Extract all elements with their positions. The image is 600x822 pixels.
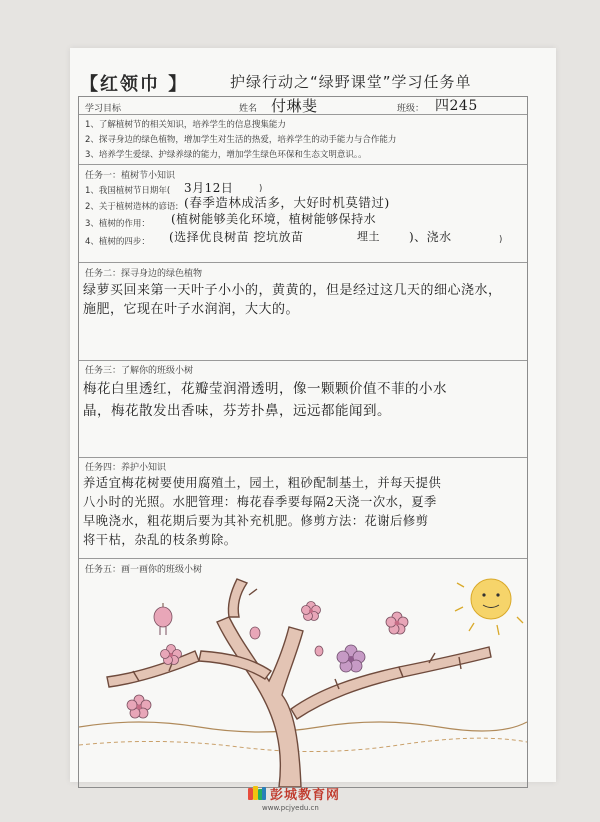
ground-hatch xyxy=(79,738,527,751)
task3-line: 晶，梅花散发出香味，芬芳扑鼻，远远都能闻到。 xyxy=(83,403,391,419)
blossom-icon xyxy=(337,645,365,672)
name-label: 姓名 xyxy=(239,104,258,114)
task1-a4-2: 埋土 xyxy=(357,230,380,243)
task1-a4-1: (选择优良树苗 挖坑放苗 xyxy=(169,230,304,244)
blossom-icon xyxy=(127,695,151,718)
brand-label: 【红领巾 】 xyxy=(80,74,189,95)
task1-label: 任务一：植树节小知识 xyxy=(85,171,176,181)
task1-a1-end: ) xyxy=(259,184,263,194)
watermark-text: 彭城教育网 xyxy=(270,787,341,803)
task1-a4-3: )、浇水 xyxy=(409,230,452,244)
divider xyxy=(79,360,527,361)
title-row xyxy=(80,68,550,94)
goal-item: 2、探寻身边的绿色植物，增加学生对生活的热爱，培养学生的动手能力与合作能力 xyxy=(85,135,397,145)
tree-drawing xyxy=(79,577,527,787)
task1-q4: 4、植树的四步： xyxy=(85,237,150,247)
task1-a3: (植树能够美化环境，植树能够保持水 xyxy=(171,212,377,226)
watermark-url: www.pcjyedu.cn xyxy=(262,804,319,812)
task4-line: 早晚浇水，粗花期后要为其补充机肥。修剪方法：花谢后修剪 xyxy=(83,514,429,528)
task1-a4-end: ) xyxy=(499,235,503,245)
class-value: 四245 xyxy=(435,98,478,114)
divider xyxy=(79,558,527,559)
name-value: 付琳斐 xyxy=(271,97,318,115)
ground-line xyxy=(79,722,527,732)
task1-q3: 3、植树的作用： xyxy=(85,219,150,229)
divider xyxy=(79,262,527,263)
divider xyxy=(79,164,527,165)
watermark xyxy=(248,780,340,806)
worksheet-table xyxy=(78,96,528,788)
task3-label: 任务三：了解你的班级小树 xyxy=(85,366,194,376)
class-label: 班级： xyxy=(397,104,425,114)
lantern-icon xyxy=(154,603,172,635)
task4-line: 养适宜梅花树要使用腐殖土，园土，粗砂配制基土，并每天提供 xyxy=(83,476,442,490)
task1-q1: 1、我国植树节日期年( xyxy=(85,186,171,196)
task2-label: 任务二：探寻身边的绿色植物 xyxy=(85,269,203,279)
task3-line: 梅花白里透红，花瓣莹润滑透明，像一颗颗价值不菲的小水 xyxy=(83,381,447,397)
goal-item: 3、培养学生爱绿、护绿养绿的能力，增加学生绿色环保和生态文明意识。。 xyxy=(85,150,367,160)
divider xyxy=(79,114,527,115)
bud-icon xyxy=(250,627,260,639)
task1-a1: 3月12日 xyxy=(184,181,234,195)
sun-icon xyxy=(455,577,523,635)
goal-item: 1、了解植树节的相关知识，培养学生的信息搜集能力 xyxy=(85,120,286,130)
task4-line: 将干枯，杂乱的枝条剪除。 xyxy=(83,533,237,547)
blossom-icon xyxy=(161,645,182,665)
books-logo-icon xyxy=(248,786,266,800)
bud-icon xyxy=(315,646,323,656)
task1-q2: 2、关于植树造林的谚语: xyxy=(85,202,179,212)
divider xyxy=(79,457,527,458)
task4-line: 八小时的光照。水肥管理：梅花春季要每隔2天浇一次水，夏季 xyxy=(83,495,437,509)
task2-line: 施肥，它现在叶子水润润，大大的。 xyxy=(83,302,300,317)
goal-label: 学习目标 xyxy=(85,104,122,114)
task5-label: 任务五：画一画你的班级小树 xyxy=(85,565,203,575)
task4-label: 任务四：养护小知识 xyxy=(85,463,167,473)
task2-line: 绿萝买回来第一天叶子小小的，黄黄的，但是经过这几天的细心浇水， xyxy=(83,283,502,298)
blossom-icon xyxy=(302,602,321,621)
page-title: 护绿行动之“绿野课堂”学习任务单 xyxy=(230,73,472,91)
task1-a2: (春季造林成活多，大好时机莫错过) xyxy=(184,195,390,210)
blossom-icon xyxy=(386,612,408,634)
